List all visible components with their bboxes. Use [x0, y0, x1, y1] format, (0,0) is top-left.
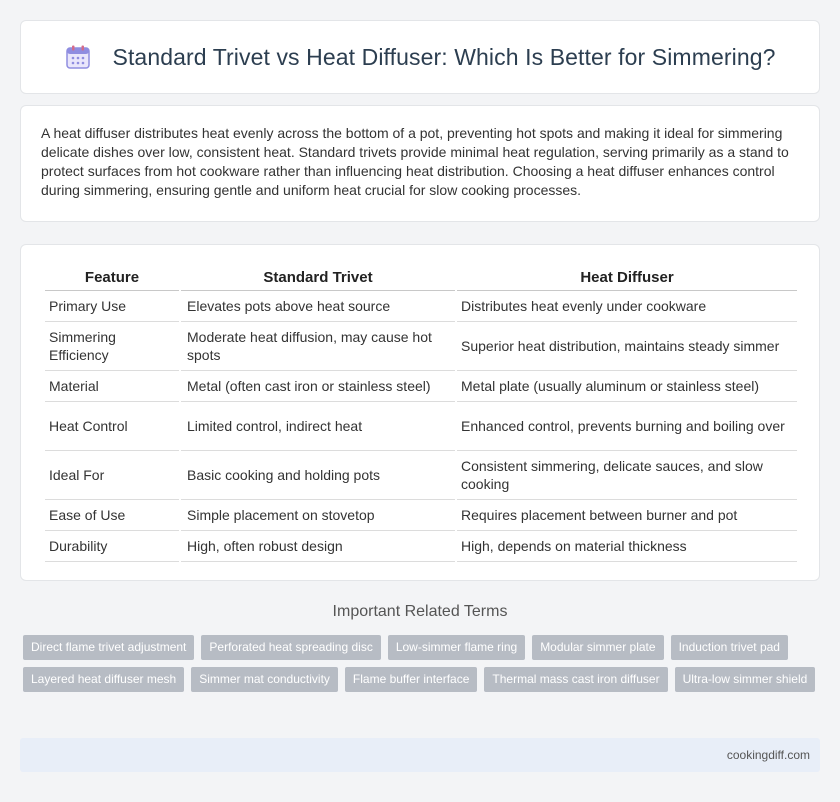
footer-site-link[interactable]: cookingdiff.com	[726, 748, 810, 762]
related-term-tag[interactable]: Induction trivet pad	[671, 635, 788, 660]
table-cell: Material	[45, 371, 179, 402]
footer	[20, 738, 820, 772]
related-term-tag[interactable]: Low-simmer flame ring	[388, 635, 525, 660]
table-cell: Moderate heat diffusion, may cause hot spots	[181, 322, 455, 371]
table-cell: Primary Use	[45, 291, 179, 322]
table-row	[45, 371, 797, 402]
intro-text: A heat diffuser distributes heat evenly across the bottom of a pot, preventing hot spots and making it ideal for simmering delicate dishes over low, consistent heat. Standard trivets provide minimal heat regulation, serving primarily as a stand to protect surfaces from hot cookware rather than influencing heat distribution. Choosing a heat diffuser enhances control during simmering, ensuring gentle and uniform heat crucial for slow cooking processes.	[41, 125, 789, 198]
table-row	[45, 531, 797, 562]
table-cell: Requires placement between burner and pot	[457, 500, 797, 531]
table-row	[45, 291, 797, 322]
column-header-heat-diffuser: Heat Diffuser	[457, 265, 797, 291]
related-terms-list	[23, 635, 823, 699]
table-cell: Heat Control	[45, 402, 179, 451]
table-cell: Superior heat distribution, maintains steady simmer	[457, 322, 797, 371]
table-cell: Ease of Use	[45, 500, 179, 531]
comparison-card	[20, 244, 820, 581]
table-cell: Elevates pots above heat source	[181, 291, 455, 322]
related-term-tag[interactable]: Thermal mass cast iron diffuser	[484, 667, 667, 692]
related-term-tag[interactable]: Modular simmer plate	[532, 635, 663, 660]
table-cell: Enhanced control, prevents burning and boiling over	[457, 402, 797, 451]
column-header-feature: Feature	[45, 265, 179, 291]
table-cell: Ideal For	[45, 451, 179, 500]
table-row	[45, 322, 797, 371]
table-cell: High, depends on material thickness	[457, 531, 797, 562]
table-cell: Simmering Efficiency	[45, 322, 179, 371]
intro-card	[20, 105, 820, 222]
column-header-standard-trivet: Standard Trivet	[181, 265, 455, 291]
related-term-tag[interactable]: Flame buffer interface	[345, 667, 478, 692]
related-terms-title: Important Related Terms	[332, 603, 508, 620]
table-cell: Durability	[45, 531, 179, 562]
calendar-icon	[65, 44, 91, 70]
page-title: Standard Trivet vs Heat Diffuser: Which Is Better for Simmering?	[112, 43, 776, 70]
table-cell: Metal (often cast iron or stainless steel)	[181, 371, 455, 402]
title-card	[20, 20, 820, 94]
related-term-tag[interactable]: Direct flame trivet adjustment	[23, 635, 194, 660]
comparison-table	[43, 265, 799, 562]
table-header-row	[45, 265, 797, 291]
table-cell: High, often robust design	[181, 531, 455, 562]
related-term-tag[interactable]: Layered heat diffuser mesh	[23, 667, 184, 692]
related-term-tag[interactable]: Ultra-low simmer shield	[675, 667, 816, 692]
table-cell: Consistent simmering, delicate sauces, and slow cooking	[457, 451, 797, 500]
table-cell: Metal plate (usually aluminum or stainless steel)	[457, 371, 797, 402]
table-cell: Limited control, indirect heat	[181, 402, 455, 451]
table-row	[45, 500, 797, 531]
table-cell: Simple placement on stovetop	[181, 500, 455, 531]
table-cell: Distributes heat evenly under cookware	[457, 291, 797, 322]
table-cell: Basic cooking and holding pots	[181, 451, 455, 500]
related-term-tag[interactable]: Perforated heat spreading disc	[201, 635, 380, 660]
table-row	[45, 451, 797, 500]
table-row	[45, 402, 797, 451]
related-term-tag[interactable]: Simmer mat conductivity	[191, 667, 338, 692]
